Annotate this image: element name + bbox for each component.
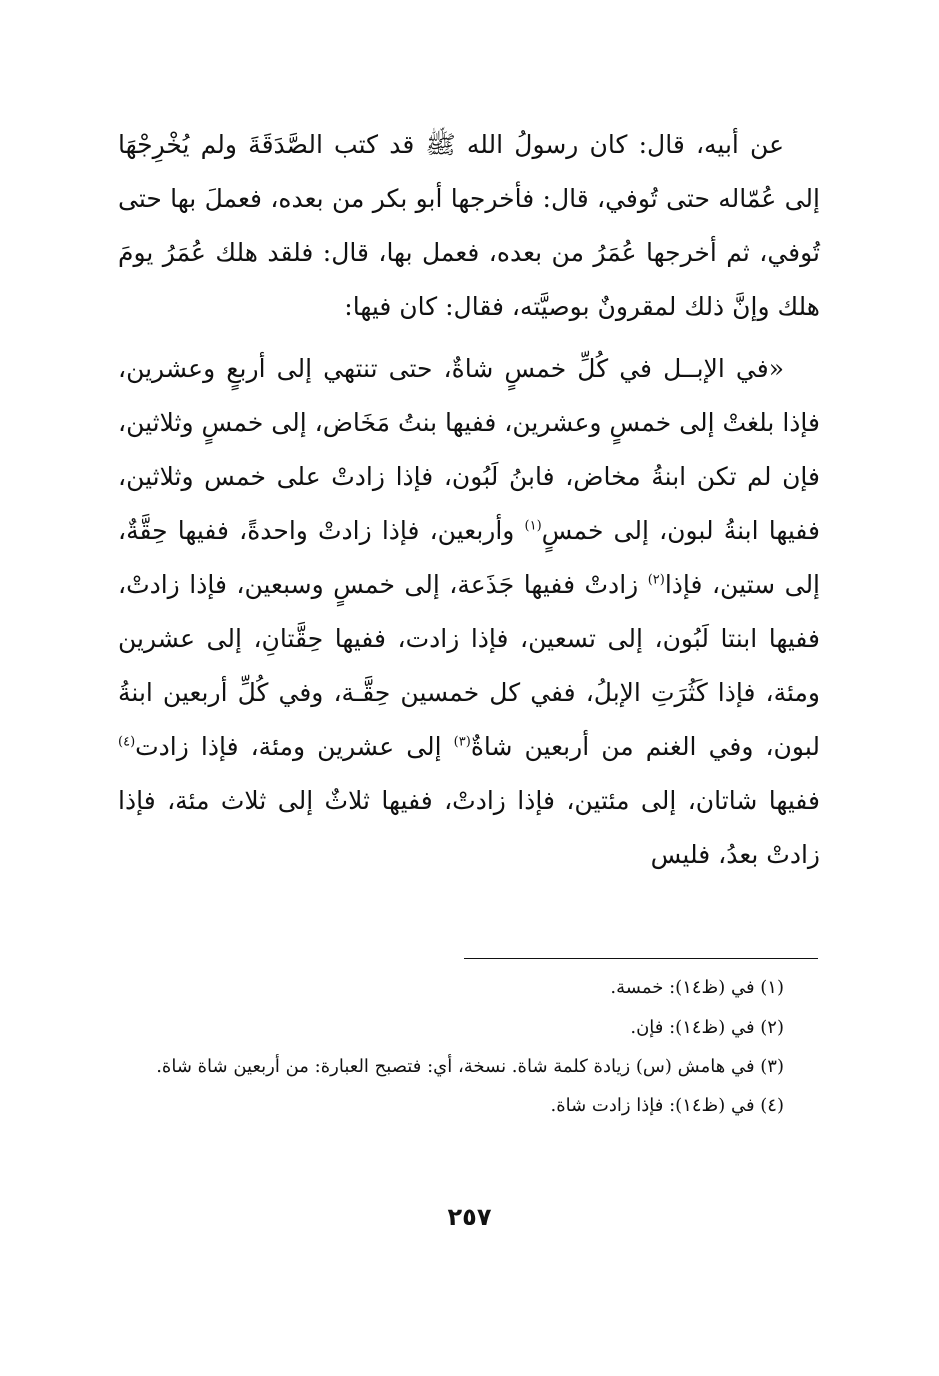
footnote-3: (٣) في هامش (س) زيادة كلمة شاة. نسخة، أي: فتصبح العبارة: من أربعين شاة شاة. xyxy=(156,1056,784,1077)
footnote-ref-4[interactable]: (٤) xyxy=(118,734,136,750)
hadith-text-part-2: وأربعين، فإذا زادتْ واحدةً، ففيها حِقَّةٌ، إلى ستين، فإذا xyxy=(118,516,821,599)
hadith-text-part-5: ففيها شاتان، إلى مئتين، فإذا زادتْ، ففيها ثلاثٌ إلى ثلاث مئة، فإذا زادتْ بعدُ، فليس xyxy=(118,786,820,869)
footnote-ref-1[interactable]: (١) xyxy=(524,518,542,534)
hadith-text-part-1: «في الإبــل في كُلِّ خمسٍ شاةٌ، حتى تنتهي إلى أربعٍ وعشرين، فإذا بلغتْ إلى خمسٍ وعشرين، ففيها بنتُ مَخَاض، إلى خمسٍ وثلاثين، فإن لم تكن ابنةُ مخاض، فابنُ لَبُون، فإذا زادتْ على خمس وثلاثين، ففيها ابنةُ لبون، إلى خمسٍ xyxy=(118,354,820,545)
main-text xyxy=(118,118,820,882)
footnote-1: (١) في (ظ١٤): خمسة. xyxy=(610,977,784,998)
intro-paragraph: عن أبيه، قال: كان رسولُ الله ﷺ قد كتب الصَّدَقَةَ ولم يُخْرِجْهَا إلى عُمّاله حتى تُوفي، قال: فأخرجها أبو بكر من بعده، فعملَ بها حتى تُوفي، ثم أخرجها عُمَرُ من بعده، فعمل بها، قال: فلقد هلك عُمَرُ يومَ هلك وإنَّ ذلك لمقرونٌ بوصيَّته، فقال: كان فيها: xyxy=(118,130,820,321)
footnote-2: (٢) في (ظ١٤): فإن. xyxy=(630,1017,784,1038)
hadith-text-part-3: زادتْ ففيها جَذَعة، إلى خمسٍ وسبعين، فإذا زادتْ، ففيها ابنتا لَبُون، إلى تسعين، فإذا زادت، ففيها حِقَّتانِ، إلى عشرين ومئة، فإذا كَثُرَتِ الإبلُ، ففي كل خمسين حِقَّـة، وفي كُلِّ أربعين ابنةُ لبون، وفي الغنم من أربعين شاةٌ xyxy=(118,570,820,761)
footnote-4: (٤) في (ظ١٤): فإذا زادت شاة. xyxy=(550,1095,784,1116)
footnote-divider xyxy=(464,958,818,959)
footnotes xyxy=(122,968,818,1126)
hadith-text-part-4: إلى عشرين ومئة، فإذا زادت xyxy=(135,732,454,761)
hadith-paragraph xyxy=(118,342,820,882)
page-number: ٢٥٧ xyxy=(447,1203,492,1231)
footnote-ref-3[interactable]: (٣) xyxy=(453,734,471,750)
footnote-ref-2[interactable]: (٢) xyxy=(647,572,665,588)
